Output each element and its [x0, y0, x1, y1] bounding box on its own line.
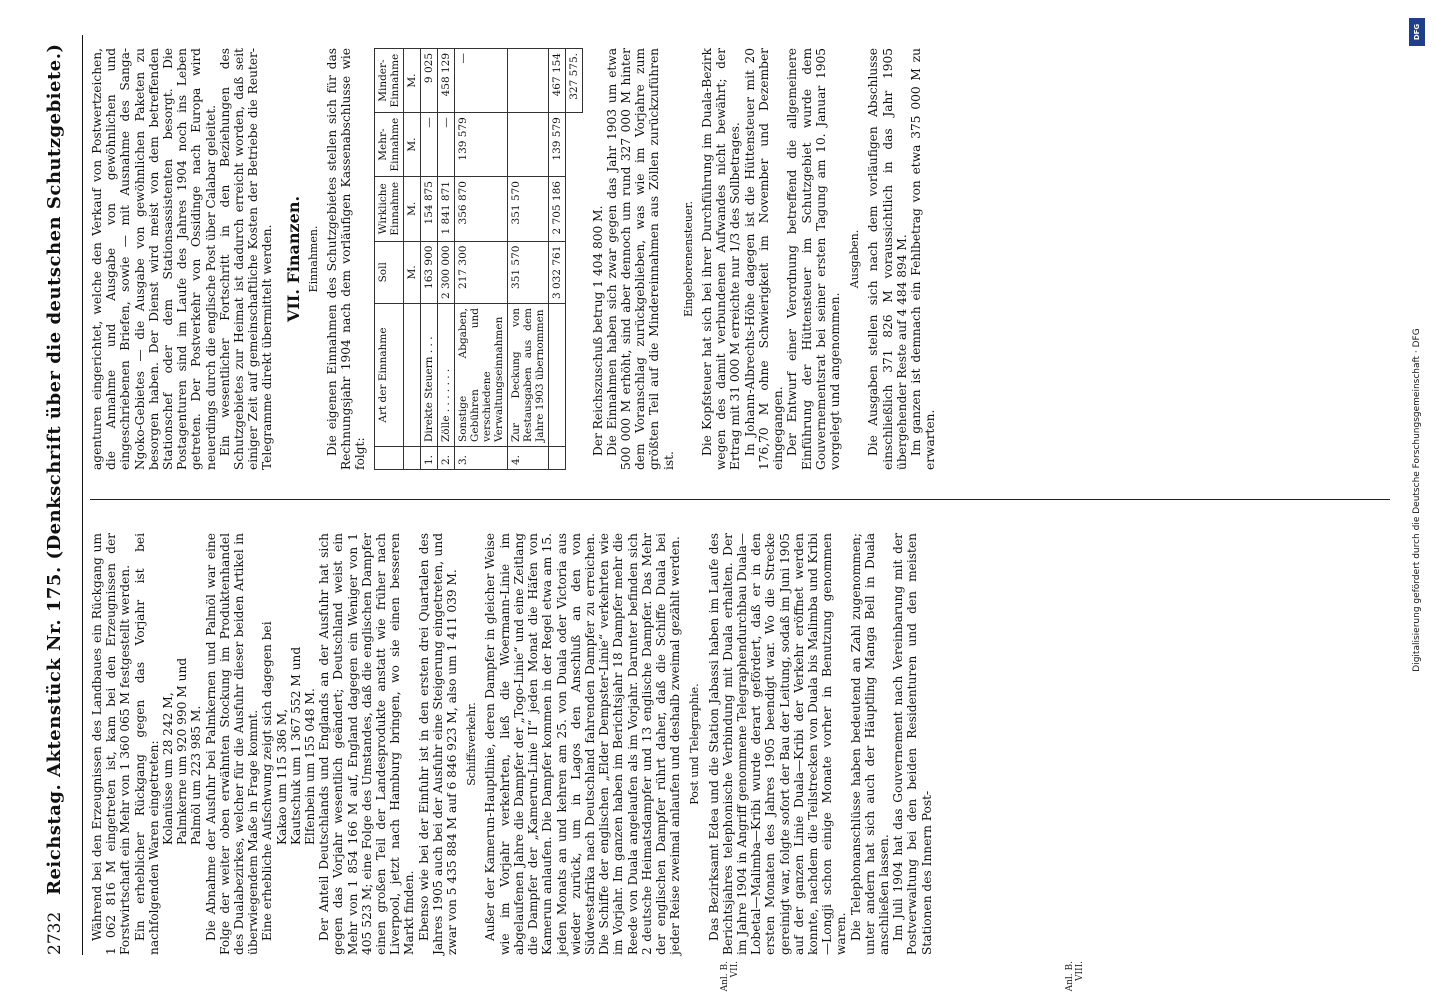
table-cell	[548, 447, 565, 470]
table-row	[437, 49, 454, 470]
page-title: Reichstag. Aktenstück Nr. 175. (Denkschrift über die deutschen Schutzgebiete.)	[44, 43, 65, 895]
table-cell: 3.	[454, 447, 507, 470]
unit-cell	[403, 447, 420, 470]
margin-note: Anl. B. VII.	[720, 961, 740, 992]
page-number: 2732	[45, 911, 65, 955]
document-page	[20, 15, 1415, 992]
list-item: Palmkerne um 920 990 M und	[175, 657, 190, 845]
subheading: Eingeborenensteuer.	[681, 201, 695, 318]
paragraph: Das Bezirksamt Edea und die Station Jabassi haben im Laufe des Berichtsjahres telephonische Verbindung mit Duala erhalten. Der im Jahre 1904 in Angriff genommene Telegraphendurchbau Duala—Lobetal—Malimba—Kribi wurde derart gefördert, daß er in den ersten Monaten des Jahres 1905 beendigt war. Wo die Strecke gereinigt war, folgte sofort der Bau der Leitung, sodaß im Juni 1905 auf der ganzen Linie Duala—Kribi der Verkehr eröffnet werden konnte, nachdem die Teilstrecken von Duala bis Malimba und Kribi—Longji schon einige Monate vorher in Benutzung genommen waren.	[706, 533, 849, 955]
table-cell: 154 875	[420, 177, 437, 242]
table-row	[420, 49, 437, 470]
table-cell: 351 570	[507, 241, 548, 303]
table-cell: —	[454, 49, 507, 113]
table-cell	[507, 113, 548, 177]
subheading: Einnahmen.	[306, 225, 320, 293]
paragraph: Der Reichszuschuß betrug 1 404 800 M.	[590, 205, 605, 456]
dfg-logo-text: DFG	[1413, 23, 1421, 41]
list-item: Kautschuk um 1 367 552 M und	[288, 646, 303, 845]
list-item: Kolanüsse um 28 242 M,	[161, 692, 176, 845]
table-cell: Sonstige Abgaben, Gebühren und verschiedene Verwaltungseinnahmen	[454, 304, 507, 447]
paragraph: Die eigenen Einnahmen des Schutzgebietes stellen sich für das Rechnungsjahr 1904 nach dem vorläufigen Kassenabschlusse wie folgt:	[325, 48, 368, 470]
subheading: Post und Telegraphie.	[688, 683, 702, 805]
table-cell: 139 579	[454, 113, 507, 177]
column-divider	[90, 499, 1390, 500]
table-row	[454, 49, 507, 470]
table-row	[507, 49, 548, 470]
table-cell	[507, 49, 548, 113]
unit-cell: M.	[403, 113, 420, 177]
table-cell: 2 705 186	[548, 177, 565, 242]
table-net-row	[565, 49, 582, 470]
paragraph: Im ganzen ist demnach ein Fehlbetrag von etwa 375 000 M zu erwarten.	[908, 48, 938, 470]
table-cell: 458 129	[437, 49, 454, 113]
paragraph: Der Anteil Deutschlands und Englands an der Ausfuhr hat sich gegen das Vorjahr wesentlich geändert; Deutschland weist ein Mehr von 1 854 166 M auf, England dagegen ein Weniger von 1 405 523 M; eine Folge des Umstandes, daß die englischen Dampfer einen großen Teil der Landesprodukte anstatt wie früher nach Liverpool, jetzt nach Hamburg bringen, wo sie einen besseren Markt finden.	[317, 533, 417, 955]
table-cell: —	[437, 113, 454, 177]
table-cell: 2.	[437, 447, 454, 470]
paragraph: Die Einnahmen haben sich zwar gegen das Jahr 1903 um etwa 500 000 M erhöht, sind aber dennoch um rund 327 000 M hinter dem Voranschlag zurückgeblieben, was wie im Vorjahre zum größten Teil auf die Mindereinnahmen aus Zöllen zurückzuführen ist.	[604, 48, 676, 470]
table-cell: 351 570	[507, 177, 548, 242]
unit-cell: M.	[403, 177, 420, 242]
finance-table	[374, 48, 583, 470]
table-header-row	[374, 49, 403, 470]
table-cell: Zur Deckung von Restausgaben aus dem Jahre 1903 übernommen	[507, 304, 548, 447]
table-cell: 2 300 000	[437, 241, 454, 303]
paragraph: Ebenso wie bei der Einfuhr ist in den ersten drei Quartalen des Jahres 1905 auch bei der Ausfuhr eine Steigerung eingetreten, und zwar von 5 435 884 M auf 6 846 923 M, also um 1 411 039 M.	[416, 533, 460, 955]
paragraph: In Johann-Albrechts-Höhe dagegen ist die Hüttensteuer mit 20 176,70 M ohne Schwierigkeit im November und Dezember eingegangen.	[742, 48, 786, 470]
list-item: Elfenbein um 155 048 M.	[303, 688, 318, 845]
table-cell	[548, 304, 565, 447]
column-header: Art der Einnahme	[374, 304, 403, 447]
paragraph: Außer der Kamerun-Hauptlinie, deren Dampfer in gleicher Weise wie im Vorjahr verkehrten, ließ die Woermann-Linie im abgelaufenen Jahre die Dampfer der „Togo-Linie“ und eine Zeitlang die Dampfer der „Kamerun-Linie II“ jeden Monat die Häfen von Kamerun anlaufen. Die Dampfer kommen in der Regel etwa am 15. jeden Monats an und kehren am 25. von Duala oder Victoria aus wieder zurück, um in Lagos den Anschluß an den von Südwestafrika nach Deutschland fahrenden Dampfer zu erreichen. Die Schiffe der englischen „Elder Dempster-Linie“ verkehrten wie im Vorjahr. Im ganzen haben im Berichtsjahr 18 Dampfer mehr die Reede von Duala angelaufen als im Vorjahr. Darunter befinden sich 2 deutsche Heimatsdampfer und 13 englische Dampfer. Das Mehr der englischen Dampfer rührt daher, daß die Schiffe Duala bei jeder Reise zweimal anlaufen und deshalb zweimal gezählt werden.	[483, 533, 683, 955]
paragraph: Im Juli 1904 hat das Gouvernement nach Vereinbarung mit der Postverwaltung bei den beiden Residenturen und den meisten Stationen des Innern Post-	[891, 533, 934, 955]
table-total-row	[548, 49, 565, 470]
unit-cell	[403, 304, 420, 447]
unit-cell: M.	[403, 241, 420, 303]
table-unit-row	[403, 49, 420, 470]
paragraph: Während bei den Erzeugnissen des Landbaues ein Rückgang um 1 062 816 M eingetreten ist, kam bei den Erzeugnissen der Forstwirtschaft ein Mehr von 1 360 065 M festgestellt werden.	[90, 533, 133, 955]
dfg-logo	[1409, 18, 1425, 46]
unit-cell: M.	[403, 49, 420, 113]
header-rule	[82, 35, 83, 955]
paragraph: Die Ausgaben stellen sich nach dem vorläufigen Abschlusse einschließlich 371 826 M voraussichtlich in das Jahr 1905 übergehender Reste auf 4 484 894 M.	[866, 48, 909, 470]
table-cell: 356 870	[454, 177, 507, 242]
paragraph: Der Entwurf einer Verordnung betreffend die allgemeinere Einführung der Hüttensteuer im Schutzgebiet wurde dem Gouvernementsrat bei seiner ersten Tagung am 10. Januar 1905 vorgelegt und angenommen.	[785, 48, 842, 470]
table-cell: 9 025	[420, 49, 437, 113]
right-column	[90, 48, 937, 470]
section-heading: VII. Finanzen.	[283, 195, 303, 323]
table-cell: 467 154	[548, 49, 565, 113]
paragraph: Eine erhebliche Aufschwung zeigt sich dagegen bei	[260, 621, 275, 941]
paragraph: Ein wesentlicher Fortschritt in den Beziehungen des Schutzgebietes zur Heimat ist dadurch erreicht worden, daß seit einiger Zeit auf gemeinschaftliche Kosten der Betriebe die Reuter-Telegramme direkt übermittelt werden.	[217, 48, 275, 470]
table-cell: 4.	[507, 447, 548, 470]
table-cell: Direkte Steuern . . .	[420, 304, 437, 447]
table-cell: 1.	[420, 447, 437, 470]
subheading: Schiffsverkehr.	[465, 702, 479, 786]
table-cell: 3 032 761	[548, 241, 565, 303]
paragraph: Die Kopfsteuer hat sich bei ihrer Durchführung im Duala-Bezirk wegen des damit verbundenen Aufwandes nicht bewährt; der Ertrag mit 31 000 M erreichte nur 1/3 des Sollbetrages.	[700, 48, 743, 470]
table-cell: —	[420, 113, 437, 177]
column-header: Minder-Einnahme	[374, 49, 403, 113]
paragraph: Die Telephonanschlüsse haben bedeutend an Zahl zugenommen; unter andern hat sich auch der Häuptling Manga Bell in Duala anschließen lassen.	[848, 533, 891, 955]
subheading: Ausgaben.	[848, 229, 862, 289]
list-item: Palmöl um 223 985 M.	[189, 705, 204, 845]
column-header	[374, 447, 403, 470]
running-header	[40, 35, 80, 955]
paragraph: Ein erheblicher Rückgang gegen das Vorjahr ist bei nachfolgenden Waren eingetreten:	[132, 533, 161, 955]
digitization-credit: Digitalisierung gefördert durch die Deutsche Forschungsgemeinschaft · DFG	[1412, 328, 1422, 672]
list-item: Kakao um 115 386 M,	[274, 708, 289, 845]
table-cell: Zölle . . . . . . .	[437, 304, 454, 447]
table-cell: 163 900	[420, 241, 437, 303]
column-header: Wirkliche Einnahme	[374, 177, 403, 242]
table-cell: 327 575.	[565, 49, 582, 113]
table-cell: 139 579	[548, 113, 565, 177]
table-cell: 217 300	[454, 241, 507, 303]
left-column	[90, 533, 934, 955]
table-cell: 1 841 871	[437, 177, 454, 242]
paragraph: agenturen eingerichtet, welche den Verkauf von Postwertzeichen, die Annahme und Ausgabe von gewöhnlichen und eingeschriebenen Briefen, sowie — mit Ausnahme des Sanga-Ngoko-Gebietes — die Ausgabe von gewöhnlichen Paketen zu besorgen haben. Der Dienst wird meist von dem betreffenden Stationschef oder dem Stationsassistenten besorgt. Die Postagenturen sind im Laufe des Jahres 1904 noch ins Leben getreten. Der Postverkehr von Ossidinge nach Europa wird neuerdings durch die englische Post über Calabar geleitet.	[90, 48, 218, 470]
digitization-sidebar	[1405, 10, 1429, 990]
margin-note: Anl. B. VIII.	[1065, 961, 1085, 992]
column-header: Mehr-Einnahme	[374, 113, 403, 177]
paragraph: Die Abnahme der Ausfuhr bei Palmkernen und Palmöl war eine Folge der weiter oben erwähnten Stockung im Produktenhandel des Dualabezirkes, welcher für die Ausfuhr dieser beiden Artikel in überwiegendem Maße in Frage kommt.	[203, 533, 261, 955]
column-header: Soll	[374, 241, 403, 303]
